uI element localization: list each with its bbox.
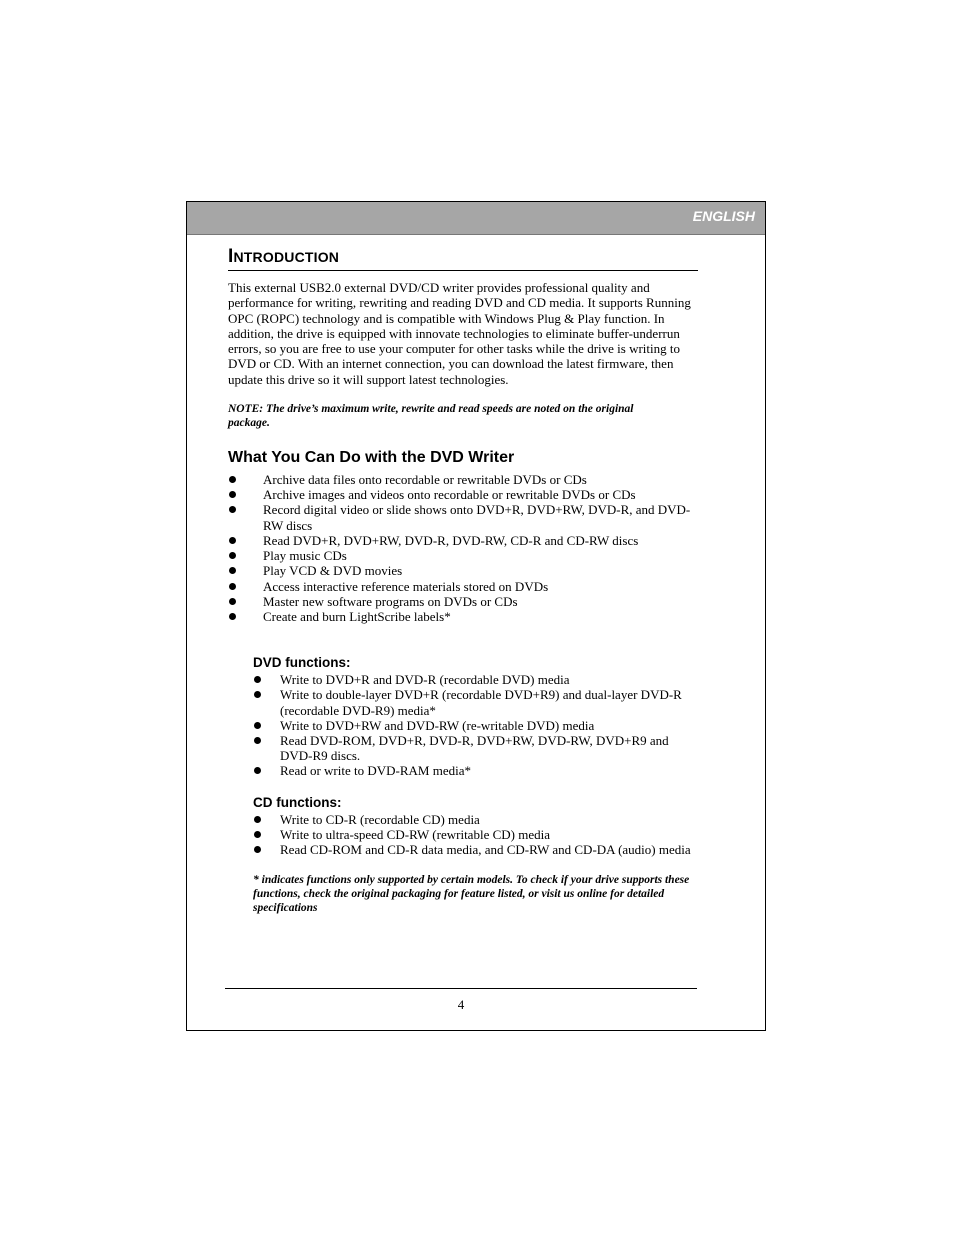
language-label: ENGLISH [692, 208, 755, 224]
bullet-icon [254, 722, 261, 729]
list-item-text: Play VCD & DVD movies [263, 563, 403, 579]
bullet-icon [254, 846, 261, 853]
list-item [253, 718, 698, 733]
list-item [253, 763, 698, 778]
dvd-functions-list [253, 672, 698, 778]
bullet-icon [229, 552, 236, 559]
list-item [228, 563, 698, 578]
cd-functions-section [253, 795, 698, 916]
footer-divider [225, 988, 697, 989]
introduction-title [228, 246, 698, 271]
list-item [253, 687, 698, 717]
list-item [253, 842, 698, 857]
dvd-functions-title: DVD functions: [253, 655, 351, 671]
bullet-icon [254, 816, 261, 823]
list-item [228, 548, 698, 563]
list-item-text: Read or write to DVD-RAM media* [280, 763, 471, 779]
list-item-text: Write to DVD+RW and DVD-RW (re-writable DVD) media [280, 717, 595, 733]
list-item-text: Play music CDs [263, 548, 347, 564]
list-item-text: Write to ultra-speed CD-RW (rewritable CD) media [280, 826, 550, 842]
bullet-icon [229, 613, 236, 620]
list-item-text: Create and burn LightScribe labels* [263, 608, 451, 624]
bullet-icon [254, 767, 261, 774]
bullet-icon [229, 583, 236, 590]
bullet-icon [254, 691, 261, 698]
introduction-title-rest: NTRODUCTION [233, 249, 340, 265]
list-item [228, 594, 698, 609]
introduction-body: This external USB2.0 external DVD/CD writer provides professional quality and performance for writing, rewriting and reading DVD and CD media. It supports Running OPC (ROPC) technology and is compatible with Windows Plug & Play function. In addition, the drive is equipped with innovate technologies to eliminate buffer-underrun errors, so you are free to use your computer for other tasks while the drive is writing to DVD or CD. With an internet connection, you can download the latest firmware, then update this drive so it will support latest technologies. [228, 280, 691, 387]
bullet-icon [229, 567, 236, 574]
list-item-text: Master new software programs on DVDs or CDs [263, 593, 518, 609]
bullet-icon [229, 537, 236, 544]
list-item [253, 812, 698, 827]
models-footnote: * indicates functions only supported by certain models. To check if your drive supports these functions, check the original packaging for feature listed, or visit us online for detailed specifications [253, 874, 690, 915]
list-item [253, 827, 698, 842]
speed-note: NOTE: The drive’s maximum write, rewrite and read speeds are noted on the original package. [228, 403, 634, 430]
page-content [228, 246, 698, 915]
list-item-text: Write to CD-R (recordable CD) media [280, 811, 480, 827]
list-item [228, 487, 698, 502]
list-item [228, 579, 698, 594]
list-item-text: Access interactive reference materials stored on DVDs [263, 578, 549, 594]
list-item-text: Archive images and videos onto recordable or rewritable DVDs or CDs [263, 487, 636, 503]
capabilities-title: What You Can Do with the DVD Writer [228, 449, 515, 467]
bullet-icon [254, 737, 261, 744]
list-item-text: Record digital video or slide shows onto DVD+R, DVD+RW, DVD-R, and DVD-RW discs [263, 502, 691, 533]
dvd-functions-section [253, 655, 698, 778]
bullet-icon [254, 676, 261, 683]
list-item [228, 502, 698, 532]
page-number: 4 [457, 997, 465, 1012]
list-item [228, 472, 698, 487]
list-item [253, 733, 698, 763]
capabilities-list [228, 472, 698, 624]
list-item [253, 672, 698, 687]
bullet-icon [229, 598, 236, 605]
bullet-icon [254, 831, 261, 838]
cd-functions-list [253, 812, 698, 858]
list-item [228, 533, 698, 548]
manual-page [186, 201, 766, 1031]
list-item-text: Write to double-layer DVD+R (recordable DVD+R9) and dual-layer DVD-R (recordable DVD-R9) media* [280, 687, 682, 718]
bullet-icon [229, 491, 236, 498]
bullet-icon [229, 506, 236, 513]
cd-functions-title: CD functions: [253, 794, 342, 810]
list-item-text: Read DVD-ROM, DVD+R, DVD-R, DVD+RW, DVD-RW, DVD+R9 and DVD-R9 discs. [280, 732, 669, 764]
introduction-title-initial: I [228, 246, 234, 267]
list-item-text: Archive data files onto recordable or rewritable DVDs or CDs [263, 472, 587, 488]
list-item-text: Read DVD+R, DVD+RW, DVD-R, DVD-RW, CD-R and CD-RW discs [263, 532, 639, 548]
list-item-text: Write to DVD+R and DVD-R (recordable DVD) media [280, 672, 570, 688]
language-header-bar [187, 202, 765, 235]
bullet-icon [229, 476, 236, 483]
list-item-text: Read CD-ROM and CD-R data media, and CD-RW and CD-DA (audio) media [280, 841, 691, 857]
list-item [228, 609, 698, 624]
